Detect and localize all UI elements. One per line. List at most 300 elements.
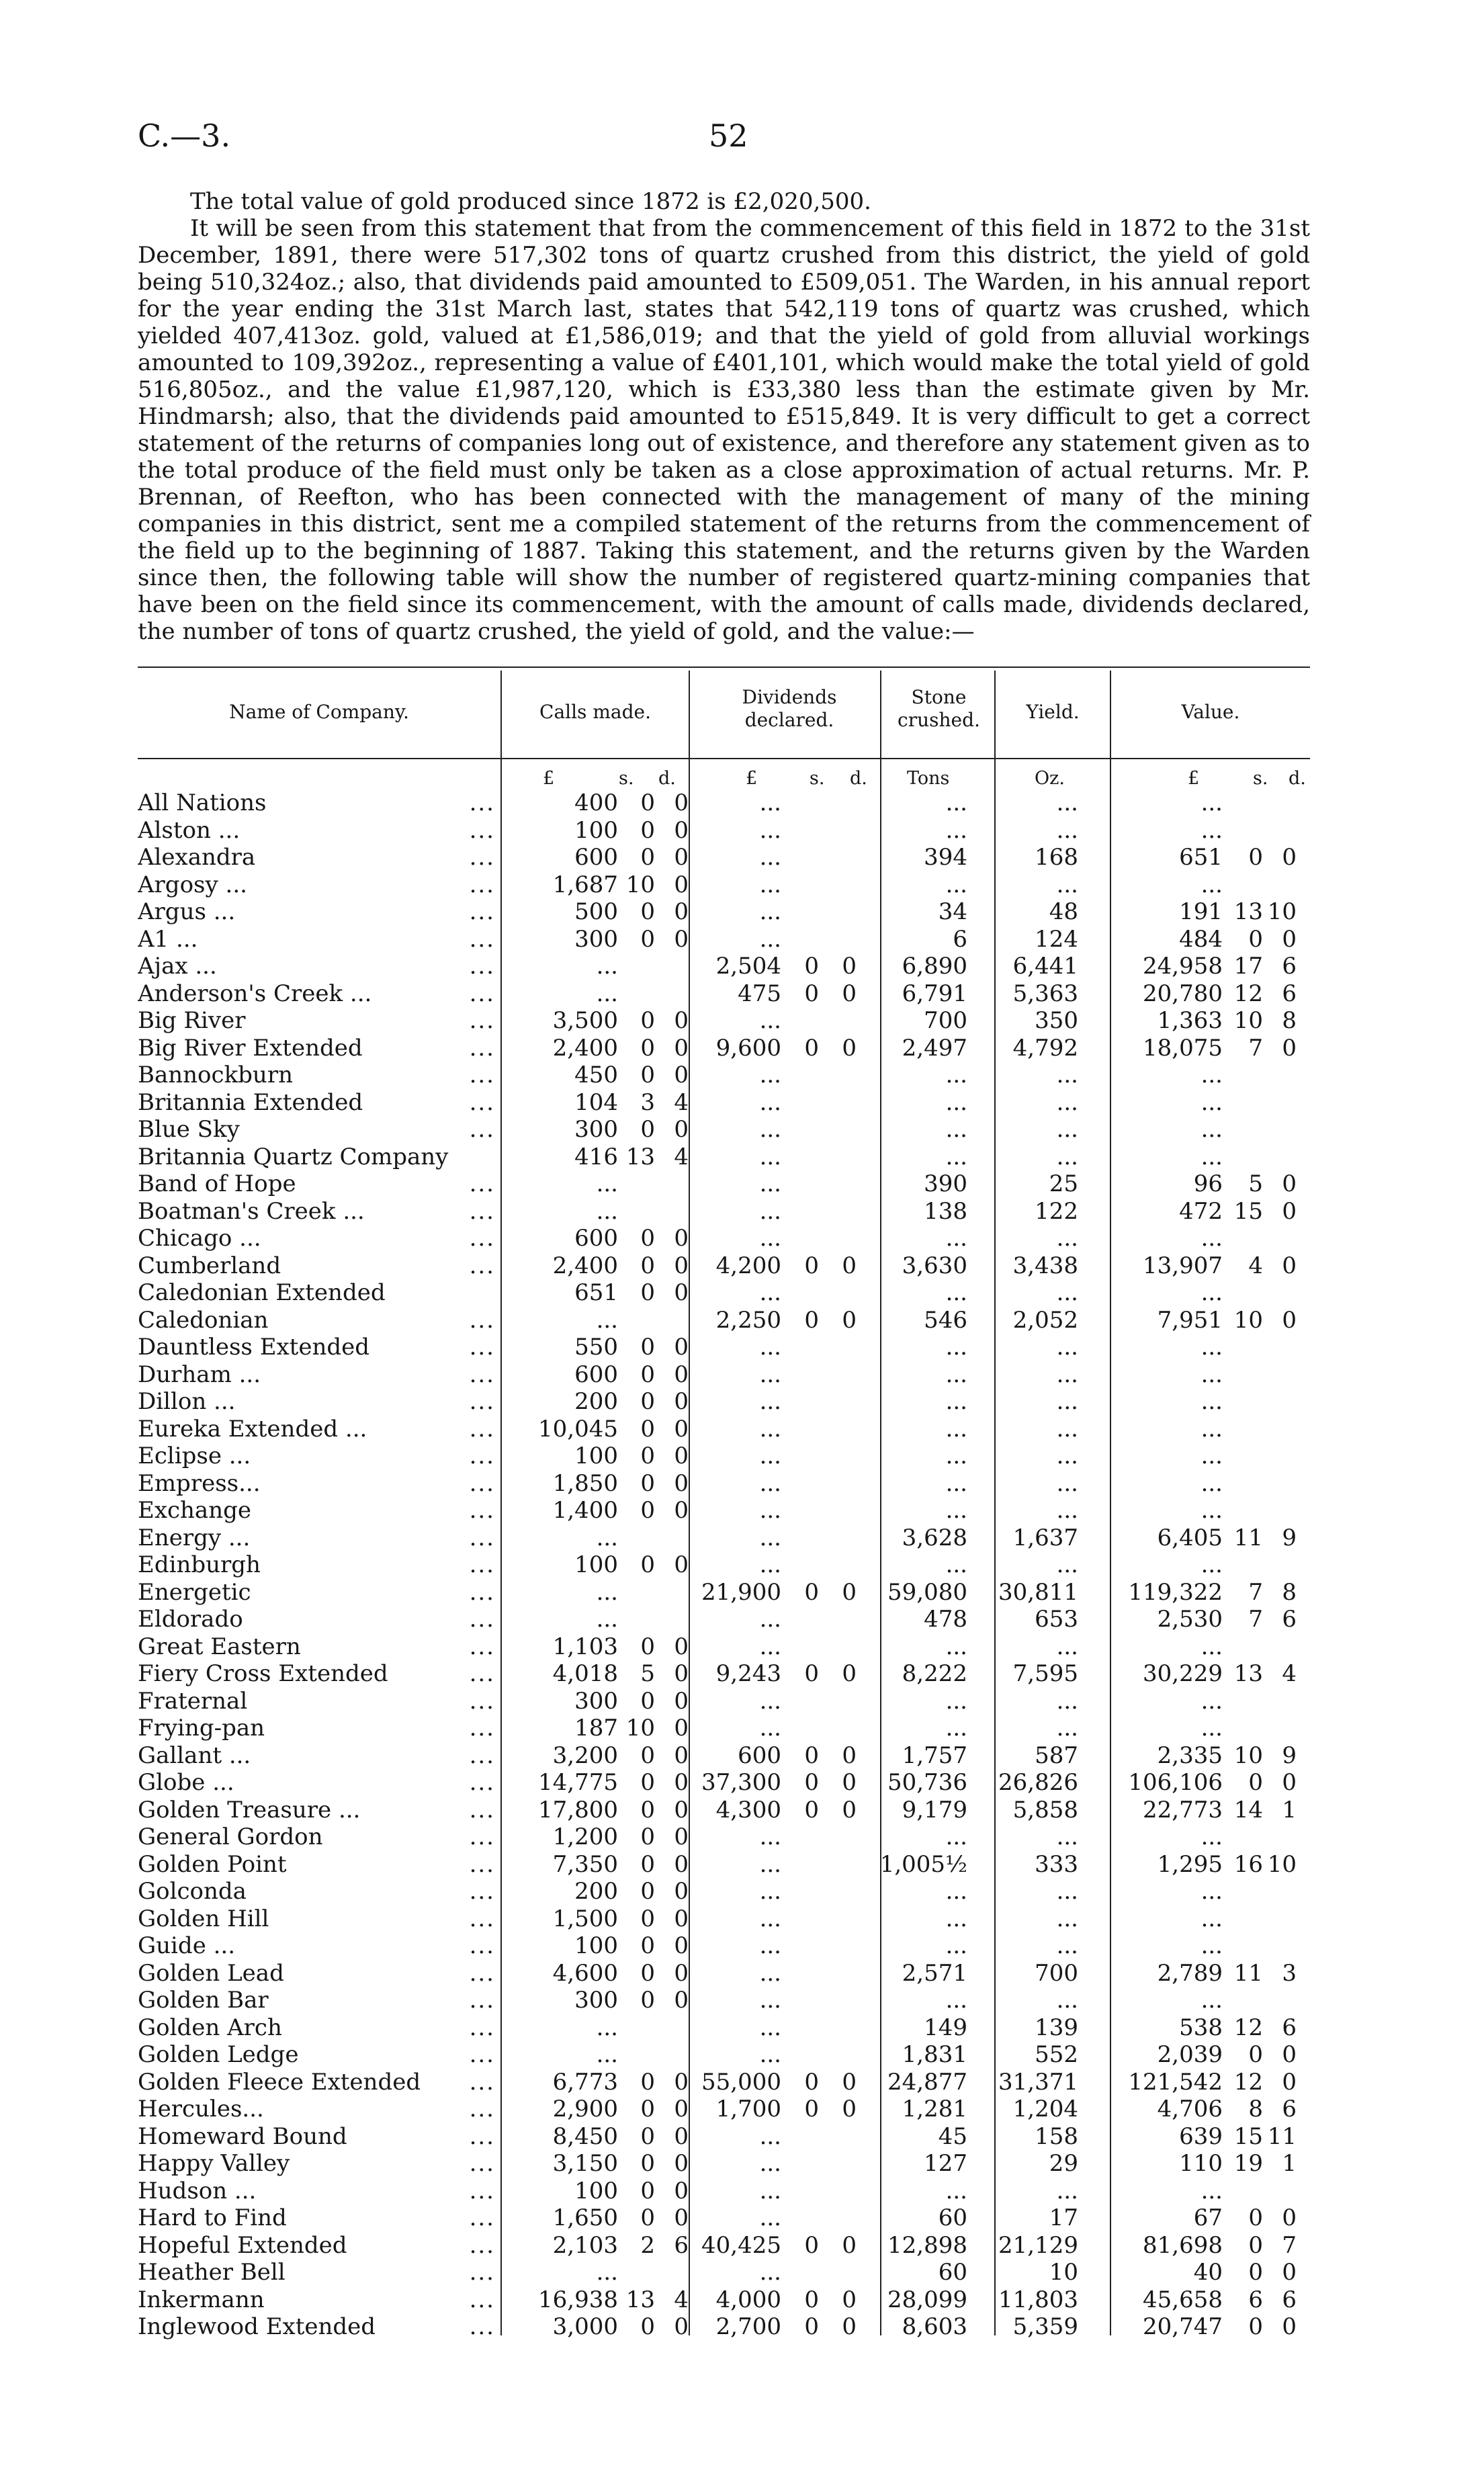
calls-shillings-cell: 3	[640, 1088, 655, 1116]
table-row	[138, 2259, 1297, 2286]
value-pence-cell: 10	[1267, 898, 1297, 925]
leader-dots: ...	[469, 2041, 495, 2068]
value-pounds-cell: ...	[1201, 1987, 1223, 2014]
company-name: Eclipse ...	[138, 1443, 251, 1469]
calls-shillings-cell: 0	[640, 1687, 655, 1715]
calls-pence-cell: 0	[674, 1497, 689, 1524]
calls-pence-cell	[655, 2041, 689, 2069]
dividends-pence-cell	[819, 1688, 857, 1715]
stone-tons-cell: 24,877	[887, 2068, 967, 2096]
value-pounds-cell: 2,039	[1157, 2041, 1223, 2068]
dividends-shillings-cell: 0	[804, 953, 819, 980]
value-pence-cell	[1263, 2178, 1297, 2205]
company-name-cell	[138, 1960, 500, 1987]
calls-pence-cell: 0	[674, 816, 689, 844]
stone-tons-cell: ...	[945, 816, 967, 844]
value-shillings-cell: 13	[1233, 1660, 1263, 1687]
yield-ounces-cell: ...	[1056, 1987, 1078, 2014]
yield-ounces-cell: ...	[1056, 1415, 1078, 1443]
stone-tons-cell: 3,630	[902, 1252, 967, 1279]
value-shillings-cell: 13	[1233, 898, 1263, 925]
company-name: Energetic	[138, 1578, 251, 1606]
calls-pence-cell	[655, 1524, 689, 1552]
calls-pence-cell: 0	[674, 1034, 689, 1062]
dividends-shillings-cell	[781, 1932, 819, 1960]
stone-tons-cell: 127	[924, 2150, 967, 2177]
company-name: Bannockburn	[138, 1062, 293, 1088]
calls-shillings-cell: 0	[640, 1742, 655, 1769]
table-row	[138, 1769, 1297, 1797]
dividends-shillings-cell: 0	[804, 1306, 819, 1334]
calls-shillings-cell: 0	[640, 789, 655, 816]
calls-shillings-cell: 0	[640, 1252, 655, 1279]
dividends-pounds-cell: ...	[759, 898, 781, 925]
leader-dots: ...	[469, 1443, 495, 1469]
calls-pounds-cell: 600	[574, 1361, 618, 1388]
calls-shillings-cell: 0	[640, 2122, 655, 2150]
leader-dots: ...	[469, 980, 495, 1007]
leader-dots: ...	[469, 1932, 495, 1959]
yield-ounces-cell: ...	[1056, 1116, 1078, 1143]
dividends-pence-cell	[819, 1524, 857, 1552]
calls-shillings-cell: 0	[640, 1361, 655, 1388]
value-shillings-cell	[1223, 1225, 1263, 1252]
dividends-shillings-cell: 0	[804, 2313, 819, 2340]
value-shillings-cell	[1223, 1416, 1263, 1443]
dividends-pounds-cell: ...	[759, 1197, 781, 1225]
value-pence-cell: 0	[1282, 2068, 1297, 2096]
yield-ounces-cell: 6,441	[1012, 953, 1078, 980]
table-row	[138, 1144, 1297, 1171]
calls-pounds-cell: 7,350	[552, 1850, 618, 1878]
value-pounds-cell: 639	[1179, 2122, 1223, 2150]
dividends-pence-cell	[819, 898, 857, 926]
stone-tons-cell: ...	[945, 1415, 967, 1443]
table-row	[138, 1252, 1297, 1280]
dividends-pounds-cell: ...	[759, 1959, 781, 1987]
calls-pounds-cell: 4,600	[552, 1959, 618, 1987]
dividends-pence-cell	[819, 1116, 857, 1144]
value-shillings-cell: 12	[1233, 2068, 1263, 2096]
yield-ounces-cell: 5,363	[1012, 980, 1078, 1007]
dividends-pounds-cell: ...	[759, 1687, 781, 1715]
leader-dots: ...	[469, 2313, 495, 2340]
company-name: Dauntless Extended	[138, 1334, 370, 1361]
company-name-cell	[138, 2123, 500, 2151]
table-row	[138, 1715, 1297, 1742]
dividends-pounds-cell: ...	[759, 1497, 781, 1524]
dividends-shillings-cell	[781, 2204, 819, 2232]
intro-text	[138, 188, 1310, 645]
dividends-pence-cell	[819, 2150, 857, 2178]
calls-shillings-cell: 0	[640, 1034, 655, 1062]
value-pounds-cell: 2,335	[1157, 1742, 1223, 1769]
dividends-pence-cell	[819, 2178, 857, 2205]
calls-pounds-cell: ...	[596, 1197, 618, 1225]
calls-pence-cell	[655, 2259, 689, 2286]
leader-dots: ...	[469, 844, 495, 871]
dividends-pence-cell: 0	[842, 1742, 857, 1769]
value-pence-cell	[1263, 817, 1297, 845]
company-name-cell	[138, 1225, 500, 1252]
yield-ounces-cell: 29	[1049, 2150, 1078, 2177]
value-shillings-cell: 7	[1248, 1606, 1263, 1633]
value-pounds-cell: ...	[1201, 2177, 1223, 2204]
dividends-pence-cell	[819, 1144, 857, 1171]
dividends-pounds-cell: ...	[759, 1823, 781, 1850]
yield-ounces-cell: ...	[1056, 1225, 1078, 1252]
calls-pence-cell: 4	[674, 1143, 689, 1170]
value-pence-cell	[1263, 1225, 1297, 1252]
calls-shillings-cell	[618, 980, 655, 1008]
yield-ounces-cell: 2,052	[1012, 1306, 1078, 1334]
calls-shillings-cell: 0	[640, 1905, 655, 1932]
calls-shillings-cell: 0	[640, 1116, 655, 1143]
company-name: Boatman's Creek ...	[138, 1197, 365, 1225]
calls-shillings-cell	[618, 1170, 655, 1198]
mining-companies-table	[138, 789, 1297, 2341]
calls-shillings-cell: 0	[640, 1796, 655, 1823]
value-shillings-cell: 0	[1248, 1769, 1263, 1796]
yield-ounces-cell: ...	[1056, 789, 1078, 816]
leader-dots: ...	[469, 1742, 495, 1769]
company-name: Argosy ...	[138, 871, 247, 898]
yield-ounces-cell: 7,595	[1012, 1660, 1078, 1687]
stone-tons-cell: ...	[945, 1932, 967, 1959]
dividends-pounds-cell: ...	[759, 2177, 781, 2204]
value-pounds-cell: ...	[1201, 1551, 1223, 1578]
calls-shillings-cell	[618, 1198, 655, 1226]
value-pounds-cell: ...	[1201, 1932, 1223, 1959]
stone-tons-cell: ...	[945, 1116, 967, 1143]
leader-dots: ...	[469, 1524, 495, 1551]
value-pounds-cell: ...	[1201, 1143, 1223, 1170]
value-shillings-cell: 5	[1248, 1170, 1263, 1197]
table-row	[138, 1579, 1297, 1606]
company-name-cell	[138, 2069, 500, 2096]
stone-tons-cell: 6,890	[902, 953, 967, 980]
calls-pounds-cell: 500	[574, 898, 618, 925]
dividends-pounds-cell: 1,700	[715, 2096, 781, 2122]
calls-shillings-cell: 10	[625, 1715, 655, 1742]
leader-dots: ...	[469, 1306, 495, 1334]
value-pounds-cell: 20,747	[1143, 2313, 1223, 2340]
calls-pence-cell: 0	[674, 1987, 689, 2014]
calls-pounds-cell: 100	[574, 816, 618, 844]
company-name: Anderson's Creek ...	[138, 980, 372, 1007]
leader-dots: ...	[469, 925, 495, 953]
yield-ounces-cell: 17	[1049, 2204, 1078, 2231]
company-name: Heather Bell	[138, 2259, 286, 2286]
calls-pounds-cell: 651	[574, 1279, 618, 1306]
yield-ounces-cell: ...	[1056, 1334, 1078, 1361]
value-pounds-cell: ...	[1201, 1469, 1223, 1497]
yield-ounces-cell: ...	[1056, 1361, 1078, 1388]
company-name: Ajax ...	[138, 953, 217, 980]
value-shillings-cell: 7	[1248, 1034, 1263, 1062]
calls-pence-cell: 0	[674, 2122, 689, 2150]
stone-tons-cell: ...	[945, 1987, 967, 2014]
stone-tons-cell: 149	[924, 2014, 967, 2041]
yield-ounces-cell: ...	[1056, 1469, 1078, 1497]
table-row	[138, 1062, 1297, 1089]
dividends-pounds-cell: 9,600	[715, 1034, 781, 1062]
yield-ounces-cell: ...	[1056, 1905, 1078, 1932]
dividends-shillings-cell	[781, 2150, 819, 2178]
dividends-pounds-cell: ...	[759, 2041, 781, 2068]
dividends-pence-cell	[819, 1170, 857, 1198]
value-shillings-cell: 10	[1233, 1007, 1263, 1034]
company-name: Big River	[138, 1007, 246, 1034]
stone-tons-cell: ...	[945, 1143, 967, 1170]
calls-pounds-cell: ...	[596, 953, 618, 980]
dividends-pounds-cell: 37,300	[701, 1769, 781, 1796]
company-name-cell	[138, 1769, 500, 1797]
calls-pounds-cell: ...	[596, 2014, 618, 2041]
value-shillings-cell	[1223, 871, 1263, 899]
calls-shillings-cell: 0	[640, 2177, 655, 2204]
calls-shillings-cell: 0	[640, 1415, 655, 1443]
company-name-cell	[138, 2259, 500, 2286]
dividends-pence-cell: 0	[842, 2313, 857, 2340]
company-name: Caledonian Extended	[138, 1279, 386, 1306]
value-pounds-cell: 121,542	[1128, 2068, 1223, 2096]
leader-dots: ...	[469, 1116, 495, 1143]
leader-dots: ...	[469, 1715, 495, 1742]
calls-pence-cell: 0	[674, 2204, 689, 2231]
calls-shillings-cell: 13	[625, 2286, 655, 2313]
company-name: Golden Point	[138, 1850, 287, 1878]
value-pence-cell: 9	[1282, 1742, 1297, 1769]
dividends-shillings-cell	[781, 1606, 819, 1633]
value-pounds-cell: ...	[1201, 1633, 1223, 1660]
calls-pounds-cell: 200	[574, 1878, 618, 1905]
company-name-cell	[138, 1443, 500, 1470]
dividends-pounds-cell: ...	[759, 1334, 781, 1361]
yield-ounces-cell: ...	[1056, 1633, 1078, 1660]
leader-dots: ...	[469, 1959, 495, 1987]
value-pounds-cell: 106,106	[1128, 1769, 1223, 1796]
leader-dots: ...	[469, 1225, 495, 1252]
value-pence-cell	[1263, 1905, 1297, 1933]
unit-dividends-shillings: s.	[810, 768, 825, 789]
calls-pence-cell: 0	[674, 1334, 689, 1361]
stone-tons-cell: ...	[945, 1388, 967, 1415]
stone-tons-cell: ...	[945, 1715, 967, 1742]
dividends-pence-cell	[819, 1497, 857, 1524]
dividends-shillings-cell	[781, 1416, 819, 1443]
company-name: Golden Bar	[138, 1987, 269, 2014]
dividends-pence-cell	[819, 2014, 857, 2042]
leader-dots: ...	[469, 1823, 495, 1850]
leader-dots: ...	[469, 2150, 495, 2177]
value-pence-cell: 0	[1282, 925, 1297, 953]
yield-ounces-cell: 552	[1035, 2041, 1078, 2068]
value-pounds-cell: 67	[1193, 2204, 1223, 2231]
company-name: Golden Arch	[138, 2014, 282, 2041]
calls-pence-cell: 0	[674, 1687, 689, 1715]
table-row	[138, 2313, 1297, 2341]
value-pounds-cell: ...	[1201, 1443, 1223, 1469]
stone-tons-cell: 2,497	[902, 1034, 967, 1062]
yield-ounces-cell: 3,438	[1012, 1252, 1078, 1279]
yield-ounces-cell: 5,858	[1012, 1796, 1078, 1823]
calls-pence-cell: 0	[674, 1062, 689, 1088]
leader-dots: ...	[469, 2177, 495, 2204]
stone-tons-cell: ...	[945, 1062, 967, 1088]
yield-ounces-cell: 10	[1049, 2259, 1078, 2286]
value-shillings-cell	[1223, 1089, 1263, 1117]
company-name-cell	[138, 1688, 500, 1715]
calls-shillings-cell: 10	[625, 871, 655, 898]
value-shillings-cell	[1223, 817, 1263, 845]
value-pounds-cell: ...	[1201, 1878, 1223, 1905]
company-name-cell	[138, 1307, 500, 1334]
table-row	[138, 2232, 1297, 2260]
value-shillings-cell: 0	[1248, 844, 1263, 871]
company-name-cell	[138, 1660, 500, 1688]
calls-pence-cell	[655, 1198, 689, 1226]
company-name: General Gordon	[138, 1823, 323, 1850]
dividends-shillings-cell	[781, 1388, 819, 1416]
leader-dots: ...	[469, 1769, 495, 1796]
yield-ounces-cell: 122	[1035, 1197, 1078, 1225]
value-pounds-cell: 119,322	[1128, 1578, 1223, 1606]
value-pounds-cell: ...	[1201, 1334, 1223, 1361]
dividends-shillings-cell: 0	[804, 1769, 819, 1796]
calls-pence-cell: 0	[674, 1932, 689, 1959]
value-pounds-cell: ...	[1201, 1687, 1223, 1715]
dividends-pounds-cell: ...	[759, 925, 781, 953]
leader-dots: ...	[469, 1252, 495, 1279]
dividends-pence-cell	[819, 1388, 857, 1416]
leader-dots: ...	[469, 1660, 495, 1687]
value-pounds-cell: 30,229	[1143, 1660, 1223, 1687]
leader-dots: ...	[469, 1361, 495, 1388]
company-name: Homeward Bound	[138, 2122, 347, 2150]
table-row	[138, 789, 1297, 817]
leader-dots: ...	[469, 1388, 495, 1415]
value-shillings-cell: 12	[1233, 2014, 1263, 2041]
company-name: Chicago ...	[138, 1225, 261, 1252]
calls-pence-cell: 0	[674, 2096, 689, 2122]
value-pence-cell: 0	[1282, 1170, 1297, 1197]
dividends-pence-cell	[819, 1878, 857, 1905]
calls-pounds-cell: ...	[596, 1606, 618, 1633]
dividends-pence-cell: 0	[842, 2231, 857, 2259]
company-name: Britannia Quartz Company	[138, 1143, 449, 1170]
dividends-shillings-cell: 0	[804, 2286, 819, 2313]
value-shillings-cell	[1223, 1905, 1263, 1933]
stone-tons-cell: 6,791	[902, 980, 967, 1007]
calls-shillings-cell: 0	[640, 925, 655, 953]
value-pence-cell: 6	[1282, 2096, 1297, 2122]
value-shillings-cell	[1223, 2178, 1263, 2205]
calls-pounds-cell: 600	[574, 844, 618, 871]
dividends-shillings-cell	[781, 1715, 819, 1742]
value-pence-cell: 8	[1282, 1007, 1297, 1034]
company-name: Fraternal	[138, 1687, 248, 1715]
dividends-pence-cell	[819, 1633, 857, 1661]
value-pence-cell	[1263, 1878, 1297, 1905]
dividends-pounds-cell: 9,243	[715, 1660, 781, 1687]
stone-tons-cell: 45	[938, 2122, 967, 2150]
dividends-shillings-cell	[781, 1960, 819, 1987]
dividends-pounds-cell: ...	[759, 1551, 781, 1578]
table-body	[138, 789, 1297, 2341]
yield-ounces-cell: 11,803	[998, 2286, 1078, 2313]
dividends-shillings-cell: 0	[804, 2068, 819, 2096]
calls-pounds-cell: 16,938	[538, 2286, 618, 2313]
table-row	[138, 1960, 1297, 1987]
dividends-pounds-cell: ...	[759, 1905, 781, 1932]
dividends-pounds-cell: ...	[759, 1062, 781, 1088]
value-shillings-cell	[1223, 1551, 1263, 1579]
calls-pence-cell: 0	[674, 1225, 689, 1252]
value-shillings-cell: 11	[1233, 1959, 1263, 1987]
yield-ounces-cell: ...	[1056, 1878, 1078, 1905]
calls-pence-cell: 0	[674, 871, 689, 898]
stone-tons-cell: 8,222	[902, 1660, 967, 1687]
table-row	[138, 1361, 1297, 1389]
dividends-pounds-cell: 4,300	[715, 1796, 781, 1823]
value-pounds-cell: 20,780	[1143, 980, 1223, 1007]
calls-pounds-cell: 1,687	[552, 871, 618, 898]
yield-ounces-cell: 168	[1035, 844, 1078, 871]
calls-shillings-cell: 0	[640, 1497, 655, 1524]
value-pence-cell	[1263, 1279, 1297, 1307]
table-header-rule	[138, 758, 1310, 759]
dividends-shillings-cell	[781, 1497, 819, 1524]
company-name-cell	[138, 2014, 500, 2042]
calls-pence-cell	[655, 1606, 689, 1633]
company-name: Blue Sky	[138, 1116, 240, 1143]
dividends-pounds-cell: ...	[759, 1088, 781, 1116]
company-name-cell	[138, 789, 500, 817]
dividends-shillings-cell	[781, 2259, 819, 2286]
header-name-of-company: Name of Company.	[229, 701, 409, 723]
stone-tons-cell: ...	[945, 789, 967, 816]
dividends-pounds-cell: ...	[759, 1225, 781, 1252]
stone-tons-cell: ...	[945, 1469, 967, 1497]
company-name-cell	[138, 1007, 500, 1035]
value-shillings-cell: 8	[1248, 2096, 1263, 2122]
dividends-pounds-cell: 2,250	[715, 1306, 781, 1334]
company-name-cell	[138, 1633, 500, 1661]
calls-pence-cell: 0	[674, 1796, 689, 1823]
table-row	[138, 1851, 1297, 1879]
dividends-shillings-cell	[781, 1551, 819, 1579]
dividends-shillings-cell	[781, 1851, 819, 1879]
calls-shillings-cell: 0	[640, 1878, 655, 1905]
value-pence-cell	[1263, 1144, 1297, 1171]
calls-pence-cell: 0	[674, 1878, 689, 1905]
calls-shillings-cell: 0	[640, 1469, 655, 1497]
dividends-shillings-cell	[781, 1279, 819, 1307]
dividends-pounds-cell: ...	[759, 2122, 781, 2150]
value-pounds-cell: 6,405	[1157, 1524, 1223, 1551]
company-name: Hudson ...	[138, 2177, 257, 2204]
dividends-shillings-cell	[781, 1987, 819, 2014]
stone-tons-cell: ...	[945, 1088, 967, 1116]
table-top-rule	[138, 667, 1310, 668]
company-name: Golden Ledge	[138, 2041, 299, 2068]
dividends-pence-cell	[819, 1279, 857, 1307]
calls-pence-cell: 0	[674, 1252, 689, 1279]
calls-pence-cell: 0	[674, 2313, 689, 2340]
dividends-pounds-cell: ...	[759, 1170, 781, 1197]
company-name: Great Eastern	[138, 1633, 301, 1660]
